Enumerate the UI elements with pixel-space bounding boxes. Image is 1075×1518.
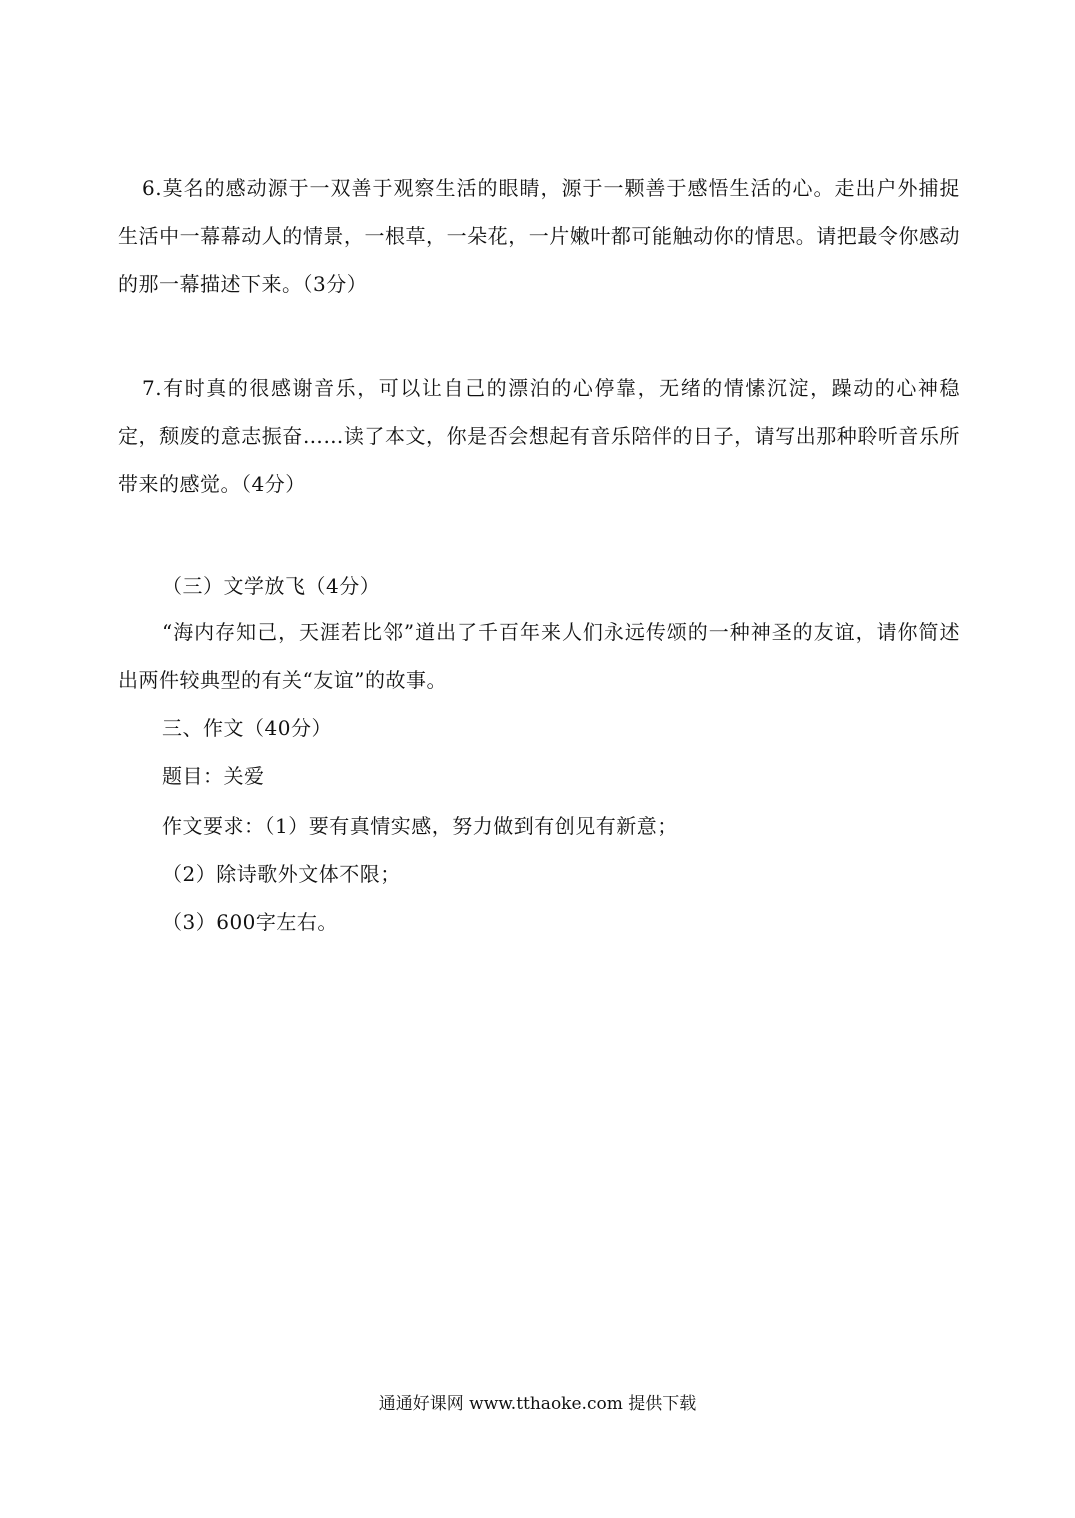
composition-heading: 三、作文（40分） bbox=[162, 716, 332, 740]
page-footer: 通通好课网 www.tthaoke.com 提供下载 bbox=[378, 1394, 697, 1414]
question-7: 7.有时真的很感谢音乐，可以让自己的漂泊的心停靠，无绪的情愫沉淀，躁动的心神稳定，颓废的意志振奋……读了本文，你是否会想起有音乐陪伴的日子，请写出那种聆听音乐所带来的感觉。（4分） bbox=[118, 376, 960, 496]
composition-requirement-1: 作文要求：（1）要有真情实感，努力做到有创见有新意； bbox=[162, 814, 678, 838]
section-literature-body: “海内存知己，天涯若比邻”道出了千百年来人们永远传颂的一种神圣的友谊，请你简述出两件较典型的有关“友谊”的故事。 bbox=[118, 620, 960, 692]
section-literature-heading: （三）文学放飞（4分） bbox=[162, 574, 381, 598]
composition-requirement-2: （2）除诗歌外文体不限； bbox=[162, 862, 401, 886]
composition-requirement-3: （3）600字左右。 bbox=[162, 910, 338, 934]
composition-title: 题目：关爱 bbox=[162, 764, 265, 788]
question-6: 6.莫名的感动源于一双善于观察生活的眼睛，源于一颗善于感悟生活的心。走出户外捕捉生活中一幕幕动人的情景，一根草，一朵花，一片嫩叶都可能触动你的情思。请把最令你感动的那一幕描述下来。（3分） bbox=[118, 176, 960, 296]
